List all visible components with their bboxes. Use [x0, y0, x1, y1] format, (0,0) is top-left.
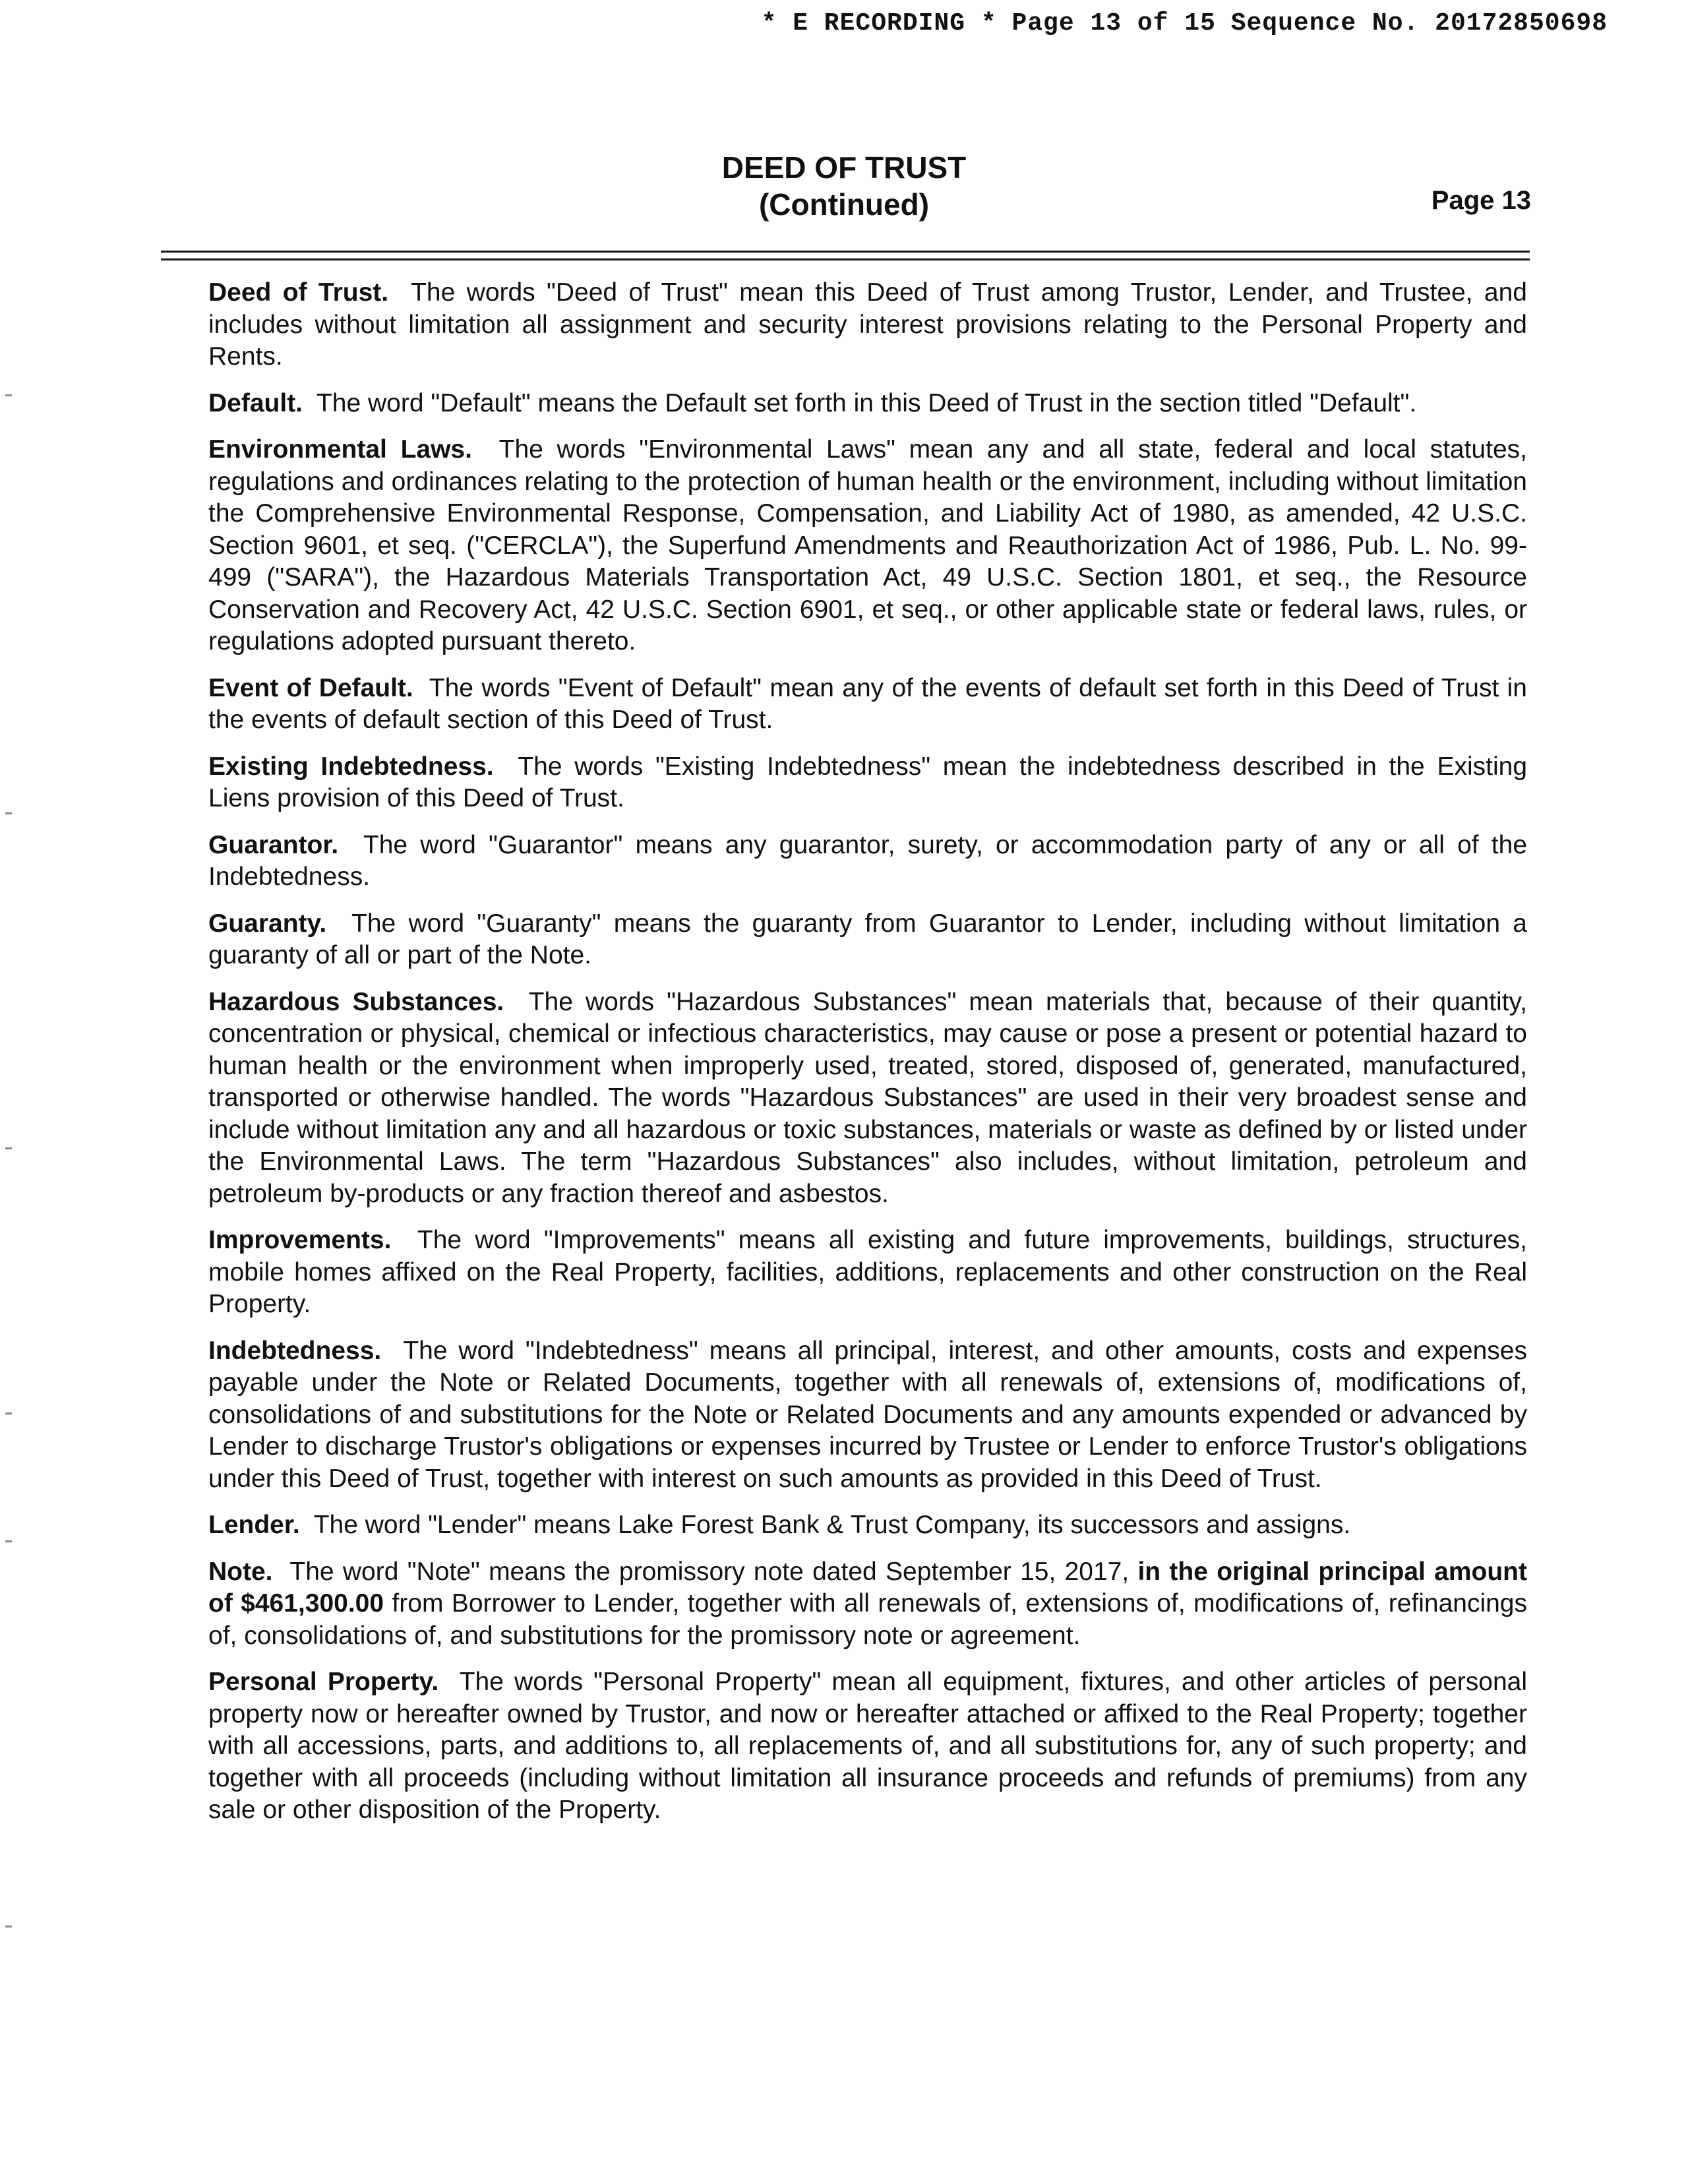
definition-note: [208, 1556, 1527, 1653]
definition-text: The word "Note" means the promissory note dated September 15, 2017,: [289, 1557, 1130, 1586]
stamp-sequence: Sequence No. 20172850698: [1230, 9, 1608, 38]
definition-text: The word "Indebtedness" means all principal, interest, and other amounts, costs and expenses payable under the Note or Related Documents, together with all renewals of, extensions of, modifications of, consolidations of and substitutions for the Note or Related Documents and any amounts expended or advanced by Lender to discharge Trustor's obligations or expenses incurred by Trustee or Lender to enforce Trustor's obligations under this Deed of Trust, together with interest on such amounts as provided in this Deed of Trust.: [208, 1336, 1527, 1493]
margin-mark: [5, 394, 12, 396]
definition-default: [208, 388, 1527, 420]
definition-guarantor: [208, 830, 1527, 894]
definition-text: The word "Lender" means Lake Forest Bank & Trust Company, its successors and assigns.: [313, 1511, 1351, 1539]
definition-term: Guarantor.: [208, 830, 339, 859]
definition-guaranty: [208, 908, 1527, 972]
definition-term: Indebtedness.: [208, 1336, 382, 1365]
definition-term: Improvements.: [208, 1226, 392, 1254]
stamp-page: Page 13 of 15: [1011, 9, 1216, 38]
header-divider-top: [161, 251, 1530, 253]
definition-text: The word "Guarantor" means any guarantor, surety, or accommodation party of any or all of the Indebtedness.: [208, 830, 1528, 891]
margin-mark: [5, 812, 12, 814]
margin-mark: [5, 1147, 12, 1149]
definition-lender: [208, 1509, 1527, 1542]
definition-term: Environmental Laws.: [208, 435, 472, 464]
margin-mark: [5, 1926, 12, 1927]
page-title: DEED OF TRUST: [721, 150, 967, 185]
principal-amount: in the original principal amount of $461,300.00: [208, 1557, 1527, 1618]
definition-improvements: [208, 1225, 1527, 1321]
margin-mark: [5, 1412, 12, 1414]
definition-text: from Borrower to Lender, together with all renewals of, extensions of, modifications of, refinancings of, consolidations of, and substitutions for the promissory note or agreement.: [208, 1589, 1528, 1650]
definition-text: The words "Environmental Laws" mean any and all state, federal and local statutes, regulations and ordinances relating to the protection of human health or the environment, including without limitation the Comprehensive Environmental Response, Compensation, and Liability Act of 1980, as amended, 42 U.S.C. Section 9601, et seq. ("CERCLA"), the Superfund Amendments and Reauthorization Act of 1986, Pub. L. No. 99-499 ("SARA"), the Hazardous Materials Transportation Act, 49 U.S.C. Section 1801, et seq., the Resource Conservation and Recovery Act, 42 U.S.C. Section 6901, et seq., or other applicable state or federal laws, rules, or regulations adopted pursuant thereto.: [208, 435, 1527, 655]
definition-term: Deed of Trust.: [208, 278, 389, 307]
definition-text: The words "Existing Indebtedness" mean the indebtedness described in the Existing Liens provision of this Deed of Trust.: [208, 752, 1528, 812]
definition-term: Default.: [208, 388, 303, 417]
definition-deed-of-trust: [208, 277, 1527, 373]
recording-stamp: [762, 9, 1608, 38]
definition-hazardous-substances: [208, 986, 1527, 1211]
header-divider-bottom: [161, 258, 1530, 260]
definition-text: The words "Deed of Trust" mean this Deed of Trust among Trustor, Lender, and Trustee, and includes without limitation all assignment and security interest provisions relating to the Personal Property and Rents.: [208, 278, 1527, 371]
definition-text: The word "Guaranty" means the guaranty from Guarantor to Lender, including without limitation a guaranty of all or part of the Note.: [208, 909, 1527, 969]
definition-term: Personal Property.: [208, 1668, 439, 1696]
definition-text: The words "Hazardous Substances" mean materials that, because of their quantity, concentration or physical, chemical or infectious characteristics, may cause or pose a present or potential hazard to human health or the environment when improperly used, treated, stored, disposed of, generated, manufactured, transported or otherwise handled. The words "Hazardous Substances" are used in their very broadest sense and include without limitation any and all hazardous or toxic substances, materials or waste as defined by or listed under the Environmental Laws. The term "Hazardous Substances" also includes, without limitation, petroleum and petroleum by-products or any fraction thereof and asbestos.: [208, 987, 1527, 1208]
definition-term: Event of Default.: [208, 673, 413, 702]
definition-term: Note.: [208, 1557, 273, 1586]
definition-text: The word "Improvements" means all existing and future improvements, buildings, structures, mobile homes affixed on the Real Property, facilities, additions, replacements and other construction on the Real Property.: [208, 1226, 1528, 1318]
definition-environmental-laws: [208, 434, 1527, 658]
margin-mark: [5, 1540, 12, 1542]
definition-term: Lender.: [208, 1511, 300, 1539]
definition-text: The word "Default" means the Default set forth in this Deed of Trust in the section titled "Default".: [316, 388, 1417, 417]
stamp-recording: * E RECORDING *: [761, 9, 997, 38]
definition-event-of-default: [208, 673, 1527, 737]
page-number: Page 13: [1431, 186, 1531, 215]
page-subtitle: (Continued): [758, 187, 930, 222]
definitions-body: [208, 277, 1527, 1841]
definition-term: Existing Indebtedness.: [208, 752, 494, 781]
definition-term: Guaranty.: [208, 909, 327, 938]
definition-existing-indebtedness: [208, 751, 1527, 815]
definition-indebtedness: [208, 1335, 1527, 1496]
definition-text: The words "Personal Property" mean all equipment, fixtures, and other articles of personal property now or hereafter owned by Trustor, and now or hereafter attached or affixed to the Real Property; together with all accessions, parts, and additions to, all replacements of, and all substitutions for, any of such property; and together with all proceeds (including without limitation all insurance proceeds and refunds of premiums) from any sale or other disposition of the Property.: [208, 1668, 1528, 1824]
definition-term: Hazardous Substances.: [208, 987, 504, 1016]
definition-text: The words "Event of Default" mean any of the events of default set forth in this Deed of Trust in the events of default section of this Deed of Trust.: [208, 673, 1528, 734]
definition-personal-property: [208, 1666, 1527, 1827]
